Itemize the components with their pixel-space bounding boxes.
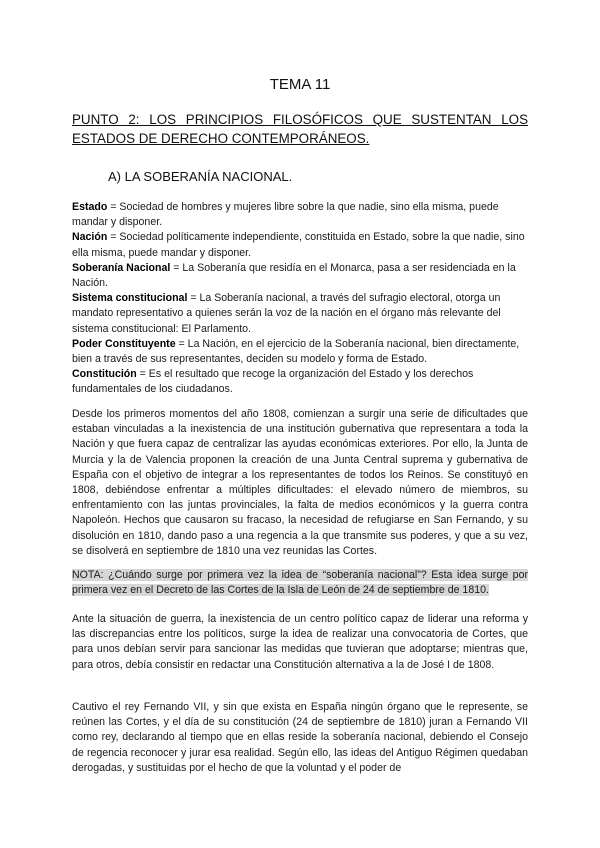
paragraph-2 [72,612,528,673]
definition-text: = La Soberanía nacional, a través del sufragio electoral, otorga un mandato representativo a quienes serán la voz de la nación en el órgano más relevante del sistema constitucional: El Parlamento. [72,292,501,335]
definition-text: = Sociedad de hombres y mujeres libre sobre la que nadie, sino ella misma, puede mandar y disponer. [72,201,499,229]
definitions-list [72,200,528,398]
note-block [72,568,528,598]
definition-item [72,200,528,230]
paragraph-3 [72,700,528,776]
paragraph-text: Ante la situación de guerra, la inexistencia de un centro político capaz de liderar una reforma y las discrepancias entre los políticos, surge la idea de realizar una convocatoria de Cortes, que para unos debían servir para sancionar las medidas que tuvieran que adoptarse; mientras que, para otros, debía consistir en redactar una Constitución alternativa a la de José I de 1808. [72,613,528,671]
definition-item [72,291,528,337]
note-text: NOTA: ¿Cuándo surge por primera vez la idea de “soberanía nacional”? Esta idea surge por primera vez en el Decreto de las Cortes de la Isla de León de 24 de septiembre de 1810. [72,569,528,597]
definition-term: Soberanía Nacional [72,261,171,274]
paragraph-text: Cautivo el rey Fernando VII, y sin que exista en España ningún órgano que le represente, se reúnen las Cortes, y el día de su constitución (24 de septiembre de 1810) juran a Fernando VII como rey, declarando al tiempo que en ellas reside la soberanía nacional, debiendo el Consejo de regencia reconocer y jurar esa realidad. Según ello, las ideas del Antiguo Régimen quedaban derogadas, y sustituidas por el hecho de que la voluntad y el poder de [72,701,528,774]
definition-text: = Sociedad políticamente independiente, constituida en Estado, sobre la que nadie, sino ella misma, puede mandar y disponer. [72,231,525,259]
definition-term: Sistema constitucional [72,292,188,305]
section-heading: A) LA SOBERANÍA NACIONAL. [108,169,293,184]
paragraph-text: Desde los primeros momentos del año 1808, comienzan a surgir una serie de dificultades que estaban vinculadas a la inexistencia de una institución gubernativa que representara a toda la Nación y que fuera capaz de centralizar las ayudas económicas exteriores. Por ello, la Junta de Murcia y la de Valencia proponen la creación de una Junta Central suprema y gubernativa de España con el objetivo de integrar a los representantes de todos los Reinos. Se constituyó en 1808, debiéndose enfrentar a múltiples dificultades: el elevado número de miembros, su enfrentamiento con las juntas provinciales, la falta de medios económicos y la guerra contra Napoleón. Hechos que causaron su fracaso, la necesidad de refugiarse en San Fernando, y su disolución en 1810, dando paso a una regencia a la que transmite sus poderes, y que a su vez, se disolverá en septiembre de 1810 una vez reunidas las Cortes. [72,408,528,557]
definition-text: = La Nación, en el ejercicio de la Soberanía nacional, bien directamente, bien a través de sus representantes, deciden su modelo y forma de Estado. [72,337,520,366]
definition-item [72,337,528,367]
definition-item [72,367,528,397]
page-title: TEMA 11 [269,76,331,93]
definition-item [72,261,528,291]
definition-term: Nación [72,231,108,244]
definition-text: = Es el resultado que recoge la organización del Estado y los derechos fundamentales de los ciudadanos. [72,368,474,396]
definition-text: = La Soberanía que residía en el Monarca, pasa a ser residenciada en la Nación. [72,261,516,290]
definition-item [72,230,528,260]
paragraph-1 [72,407,528,559]
definition-term: Estado [72,201,108,213]
page-subtitle: PUNTO 2: LOS PRINCIPIOS FILOSÓFICOS QUE SUSTENTAN LOS ESTADOS DE DERECHO CONTEMPORÁNEOS. [72,112,528,146]
definition-term: Constitución [72,368,137,381]
definition-term: Poder Constituyente [72,337,176,350]
